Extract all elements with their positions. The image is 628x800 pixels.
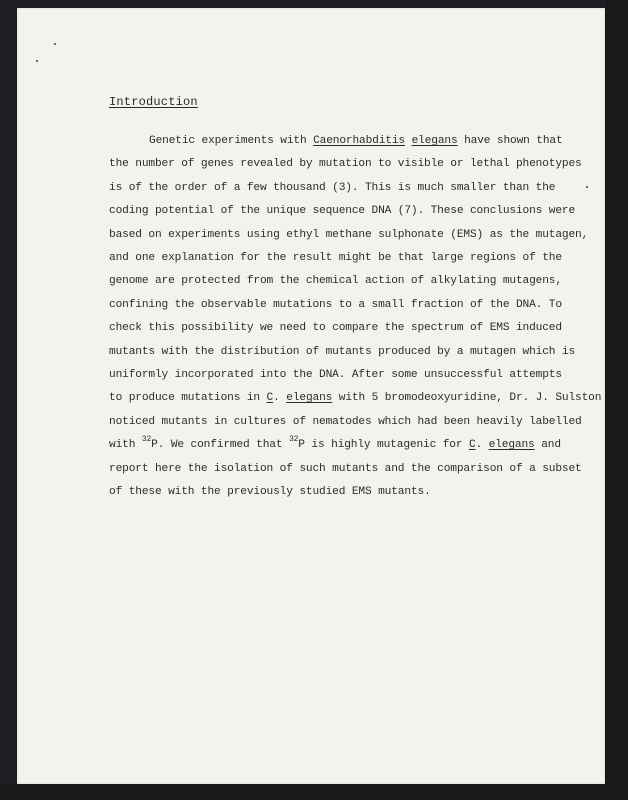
species-name: elegans	[488, 439, 535, 452]
text-line: mutants with the distribution of mutants produced by a mutagen which is	[109, 345, 576, 358]
paper-page	[17, 8, 605, 784]
species-name: elegans	[286, 392, 333, 405]
text-line: noticed mutants in cultures of nematodes which had been heavily labelled	[109, 415, 582, 428]
body-paragraph	[109, 130, 602, 505]
species-name: elegans	[411, 135, 458, 147]
text-line: is of the order of a few thousand (3). This is much smaller than the	[109, 181, 556, 194]
genus-abbrev: C	[266, 392, 274, 405]
isotope-superscript: 32	[288, 435, 299, 445]
text-line: the number of genes revealed by mutation to visible or lethal phenotypes	[109, 158, 582, 171]
text-line: to produce mutations in C. elegans with 5 bromodeoxyuridine, Dr. J. Sulston	[109, 392, 602, 405]
text-line: and one explanation for the result might be that large regions of the	[109, 252, 562, 265]
scan-border-right	[605, 0, 628, 800]
text-line: based on experiments using ethyl methane sulphonate (EMS) as the mutagen,	[109, 228, 589, 241]
text-line: genome are protected from the chemical action of alkylating mutagens,	[109, 275, 562, 288]
genus-name: Caenorhabditis	[313, 135, 405, 147]
text-line: confining the observable mutations to a small fraction of the DNA. To	[109, 298, 562, 311]
section-heading: Introduction	[109, 95, 198, 109]
text-line: of these with the previously studied EMS mutants.	[109, 486, 431, 499]
text-line: coding potential of the unique sequence DNA (7). These conclusions were	[109, 205, 576, 218]
text-line: Genetic experiments with Caenorhabditis elegans have shown that	[149, 135, 563, 147]
text-line: check this possibility we need to compare the spectrum of EMS induced	[109, 322, 562, 335]
isotope-superscript: 32	[141, 435, 152, 445]
text-line: uniformly incorporated into the DNA. After some unsuccessful attempts	[109, 369, 562, 382]
genus-abbrev: C	[468, 439, 476, 452]
paper-speck	[586, 186, 588, 188]
paper-speck	[36, 60, 38, 62]
paper-speck	[54, 43, 56, 45]
text-line: report here the isolation of such mutants and the comparison of a subset	[109, 462, 582, 475]
scan-border-bottom	[0, 784, 628, 800]
text-line: with $^{32}$P. We confirmed that $^{32}$P is highly mutagenic for C. elegans and	[109, 435, 561, 452]
